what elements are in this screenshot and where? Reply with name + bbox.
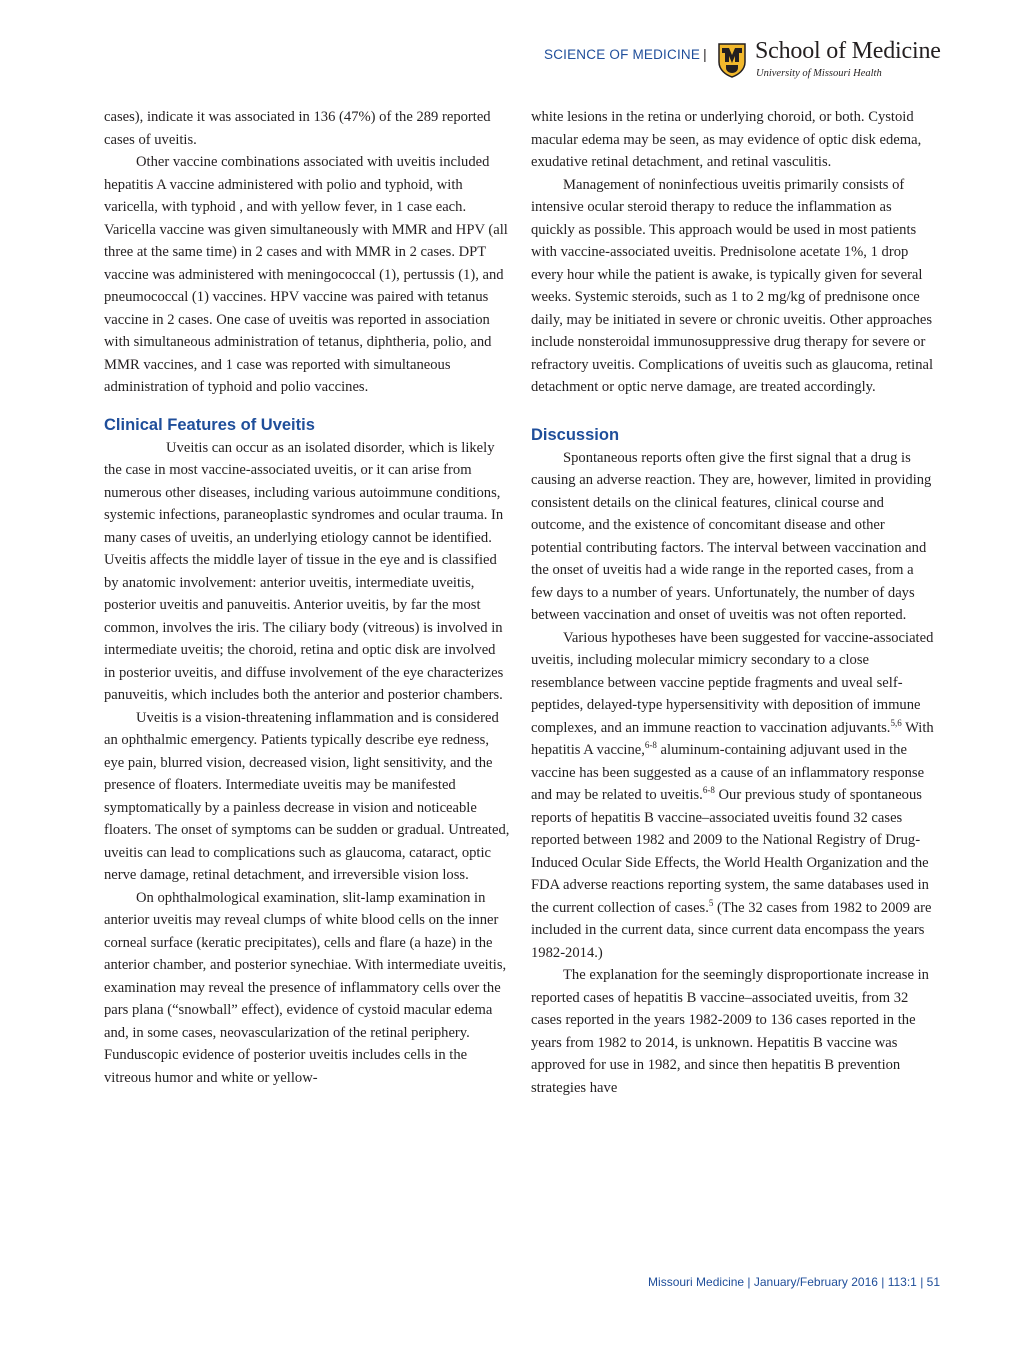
left-paragraph-3: Uveitis can occur as an isolated disorder, which is likely the case in most vaccine-associated uveitis, or it can arise from numerous other diseases, including various autoimmune conditions, systemic infections, paraneoplastic syndromes and ocular trauma. In many cases of uveitis, an underlying etiology cannot be identified. Uveitis affects the middle layer of tissue in the eye and is classified by anatomic involvement: anterior uveitis, intermediate uveitis, posterior uveitis and panuveitis. Anterior uveitis, by far the most common, involves the iris. The ciliary body (vitreous) is involved in intermediate uveitis; the choroid, retina and optic disk are involved in posterior uveitis, and diffuse involvement of the eye characterizes panuveitis, which includes both the anterior and posterior chambers. [104, 439, 504, 703]
page-footer: Missouri Medicine | January/February 2016 | 113:1 | 51 [648, 1275, 940, 1289]
section-heading-clinical-features: Clinical Features of Uveitis [104, 415, 315, 434]
right-paragraph-4: Various hypotheses have been suggested for vaccine-associated uveitis, including molecular mimicry secondary to a close resemblance between vaccine peptide fragments and uveal self-peptides, delayed-type hypersensitivity with deposition of immune complexes, and an immune reaction to vaccination adjuvants.$^{5,6}$ With hepatitis A vaccine,$^{6-8}$ aluminum-containing adjuvant used in the vaccine has been suggested as a cause of an inflammatory response and may be related to uveitis.$^{6-8}$ Our previous study of spontaneous reports of hepatitis B vaccine–associated uveitis found 32 cases reported between 1982 and 2009 to the National Registry of Drug-Induced Ocular Side Effects, the World Health Organization and the FDA adverse reactions reporting system, the same databases used in the current collection of cases.$^5$ (The 32 cases from 1982 to 2009 are included in the current data, since current data encompass the years 1982-2014.) [531, 629, 934, 961]
school-name: School of Medicine [755, 38, 941, 64]
left-paragraph-4: Uveitis is a vision-threatening inflammation and is considered an ophthalmic emergency. Patients typically describe eye redness, eye pain, blurred vision, decreased vision, light sensitivity, and the presence of floaters. Intermediate uveitis may be manifested symptomatically by a painless decrease in vision and noticeable floaters. The onset of symptoms can be sudden or gradual. Untreated, uveitis can lead to complications such as glaucoma, cataract, optic nerve damage, retinal detachment, and irreversible vision loss. [104, 709, 510, 883]
section-heading-discussion: Discussion [531, 425, 620, 444]
left-paragraph-5: On ophthalmological examination, slit-lamp examination in anterior uveitis may reveal clumps of white blood cells on the inner corneal surface (keratic precipitates), cells and flare (a haze) in the anterior chamber, and posterior synechiae. With intermediate uveitis, examination may reveal the presence of inflammatory cells over the pars plana (“snowball” effect), evidence of cystoid macular edema and, in some cases, neovascularization of the retinal periphery. Funduscopic evidence of posterior uveitis includes cells in the vitreous humor and white or yellow- [104, 889, 507, 1086]
mizzou-tiger-logo-icon [717, 42, 747, 78]
page-header [544, 38, 944, 84]
right-column [531, 106, 939, 1099]
right-paragraph-1: white lesions in the retina or underlying choroid, or both. Cystoid macular edema may be seen, as may evidence of optic disk edema, exudative retinal detachment, and retinal vasculitis. [531, 109, 922, 170]
school-subtitle: University of Missouri Health [756, 68, 882, 79]
right-paragraph-3: Spontaneous reports often give the first signal that a drug is causing an adverse reaction. They are, however, limited in providing consistent details on the clinical features, clinical course and outcome, and the existence of concomitant disease and other potential contributing factors. The interval between vaccination and the onset of uveitis had a wide range in the reported cases, from a few days to a number of years. Unfortunately, the number of days between vaccination and onset of uveitis was not often reported. [531, 449, 932, 623]
citation-6-8-a: 6-8 [644, 740, 657, 751]
right-paragraph-5: The explanation for the seemingly disproportionate increase in reported cases of hepatitis B vaccine–associated uveitis, from 32 cases reported in the years 1982-2009 to 136 cases reported in the years from 1982 to 2014, is unknown. Hepatitis B vaccine was approved for use in 1982, and since then hepatitis B prevention strategies have [531, 967, 929, 1096]
section-label: SCIENCE OF MEDICINE | [544, 47, 707, 62]
left-paragraph-2: Other vaccine combinations associated with uveitis included hepatitis A vaccine administered with polio and typhoid, with varicella, with typhoid , and with yellow fever, in 1 case each. Varicella vaccine was given simultaneously with MMR and HPV (all three at the same time) in 2 cases and with MMR in 2 cases. DPT vaccine was administered with meningococcal (1), pertussis (1), and pneumococcal (1) vaccines. HPV vaccine was paired with tetanus vaccine in 2 cases. One case of uveitis was reported in association with simultaneous administration of tetanus, diphtheria, polio, and MMR vaccines, and 1 case was reported with simultaneous administration of typhoid and polio vaccines. [104, 154, 508, 395]
citation-5: 5 [708, 897, 714, 908]
citation-6-8-b: 6-8 [702, 785, 715, 796]
left-column [104, 106, 510, 1089]
citation-5-6: 5,6 [890, 717, 902, 728]
left-paragraph-1: cases), indicate it was associated in 136 (47%) of the 289 reported cases of uveitis. [104, 109, 491, 148]
right-paragraph-2: Management of noninfectious uveitis primarily consists of intensive ocular steroid therapy to reduce the inflammation as quickly as possible. This approach would be used in most patients with vaccine-associated uveitis. Prednisolone acetate 1%, 1 drop every hour while the patient is awake, is typically given for several weeks. Systemic steroids, such as 1 to 2 mg/kg of prednisone once daily, may be initiated in severe or chronic uveitis. Other approaches include nonsteroidal immunosuppressive drug therapy for severe or refractory uveitis. Complications of uveitis such as glaucoma, retinal detachment or optic nerve damage, are treated accordingly. [531, 176, 934, 395]
header-separator: | [703, 47, 707, 62]
